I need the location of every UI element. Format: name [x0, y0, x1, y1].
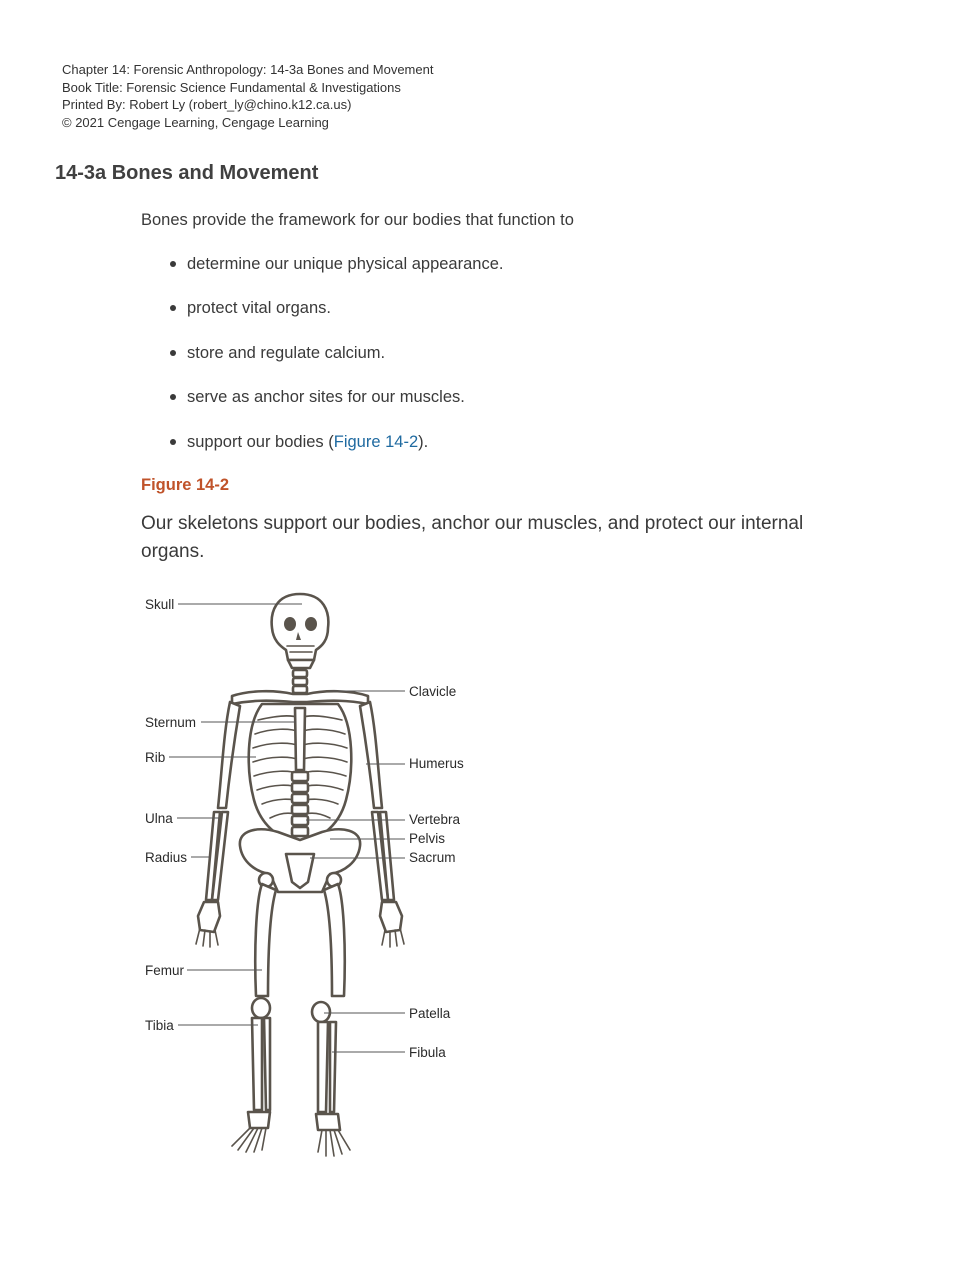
label-patella: Patella: [409, 1006, 451, 1021]
label-pelvis: Pelvis: [409, 831, 446, 846]
neck-vertebrae: [293, 670, 307, 693]
label-skull: Skull: [145, 597, 175, 612]
right-leg: [312, 884, 350, 1156]
label-radius: Radius: [145, 850, 188, 865]
section-title: 14-3a Bones and Movement: [55, 162, 319, 184]
label-sacrum: Sacrum: [409, 850, 456, 865]
skull-shape: [272, 594, 329, 668]
label-fibula: Fibula: [409, 1045, 446, 1060]
spine: [292, 772, 308, 836]
figure-label: Figure 14-2: [141, 476, 230, 494]
label-vertebra: Vertebra: [409, 812, 461, 827]
label-sternum: Sternum: [145, 715, 197, 730]
label-clavicle: Clavicle: [409, 684, 457, 699]
list-item: support our bodies (Figure 14-2).: [141, 422, 503, 466]
figure-link[interactable]: Figure 14-2: [333, 432, 419, 451]
list-item: store and regulate calcium.: [141, 333, 503, 377]
printed-by-line: Printed By: Robert Ly (robert_ly@chino.k12.ca.us): [62, 97, 352, 113]
label-tibia: Tibia: [145, 1018, 174, 1033]
label-humerus: Humerus: [409, 756, 464, 771]
label-ulna: Ulna: [145, 811, 173, 826]
clavicle-shape: [232, 691, 368, 704]
chapter-line: Chapter 14: Forensic Anthropology: 14-3a Bones and Movement: [62, 62, 434, 77]
figure-caption: Our skeletons support our bodies, anchor our muscles, and protect our internal organs.: [141, 513, 804, 562]
right-arm: [360, 702, 404, 947]
list-item: protect vital organs.: [141, 288, 503, 332]
copyright-line: © 2021 Cengage Learning, Cengage Learning: [62, 115, 329, 131]
list-item: serve as anchor sites for our muscles.: [141, 377, 503, 421]
list-item: determine our unique physical appearance.: [141, 244, 503, 288]
left-leg: [232, 884, 276, 1152]
intro-paragraph: Bones provide the framework for our bodies that function to: [141, 211, 574, 229]
book-title-line: Book Title: Forensic Science Fundamental & Investigations: [62, 79, 401, 95]
label-rib: Rib: [145, 750, 166, 765]
label-femur: Femur: [145, 963, 185, 978]
left-arm: [196, 702, 240, 947]
